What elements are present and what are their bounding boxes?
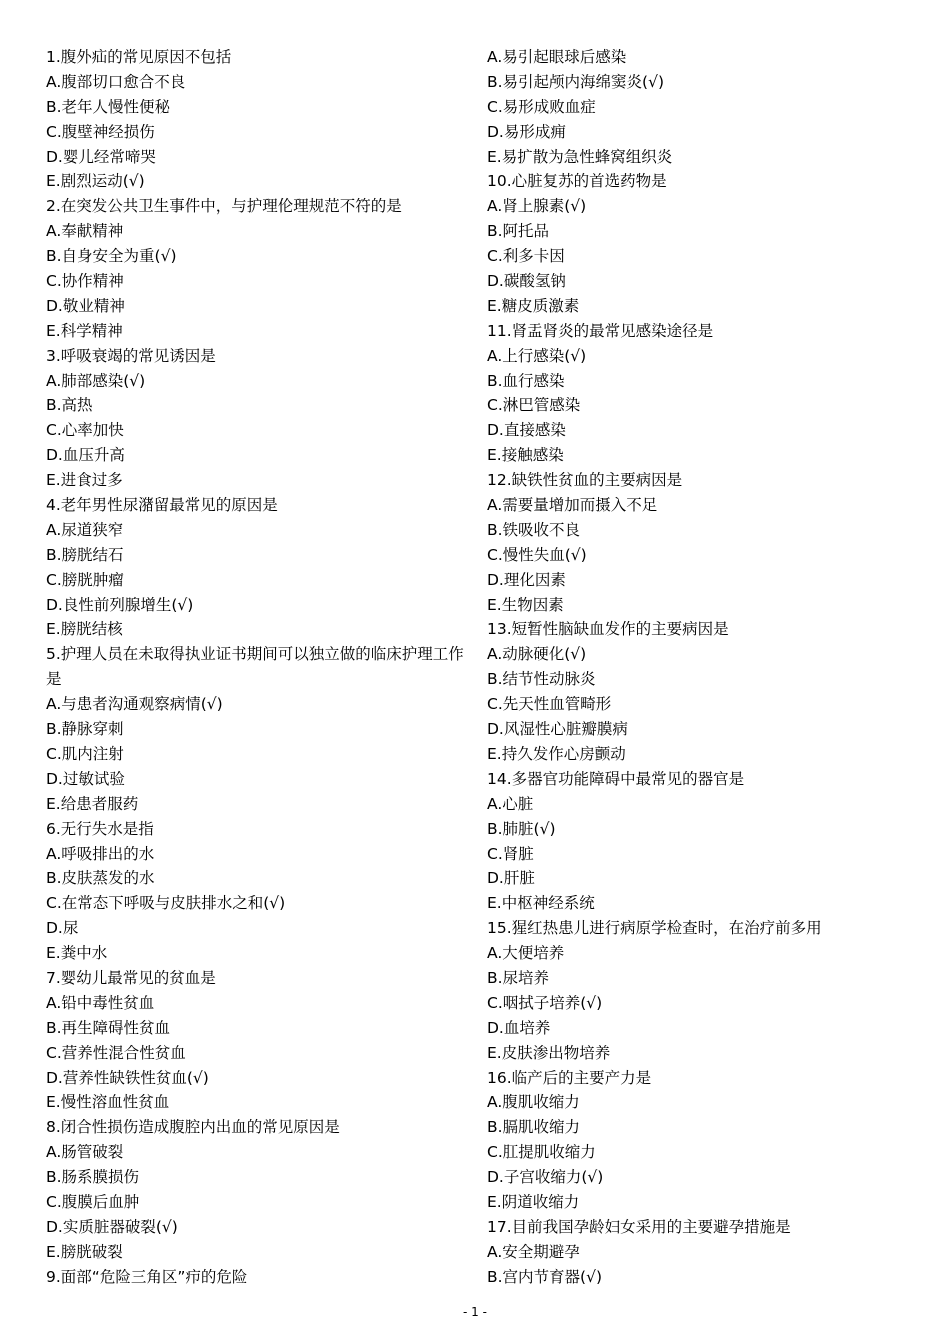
answer-option: D.子宫收缩力(√) [487, 1168, 604, 1187]
answer-option: A.腹肌收缩力 [487, 1093, 580, 1112]
question-text: 4.老年男性尿潴留最常见的原因是 [46, 496, 278, 515]
answer-option: A.奉献精神 [46, 222, 124, 241]
answer-option: B.再生障碍性贫血 [46, 1018, 171, 1037]
answer-option: E.膀胱破裂 [46, 1242, 123, 1261]
page-number: - 1 - [463, 1305, 487, 1319]
question-text: 8.闭合性损伤造成腹腔内出血的常见原因是 [46, 1118, 340, 1137]
answer-option: B.肠系膜损伤 [46, 1168, 140, 1187]
answer-option: C.易形成败血症 [487, 97, 596, 116]
question-text: 13.短暂性脑缺血发作的主要病因是 [487, 620, 729, 639]
answer-option: E.科学精神 [46, 321, 123, 340]
answer-option: E.进食过多 [46, 471, 123, 490]
answer-option: A.动脉硬化(√) [487, 645, 587, 664]
answer-option: A.心脏 [487, 794, 534, 813]
answer-option: C.先天性血管畸形 [487, 695, 612, 714]
left-column [46, 45, 466, 1290]
answer-option: D.过敏试验 [46, 769, 125, 788]
answer-option: E.慢性溶血性贫血 [46, 1093, 170, 1112]
question-text: 14.多器官功能障碍中最常见的器官是 [487, 769, 745, 788]
answer-option: D.尿 [46, 919, 79, 938]
answer-option: D.敬业精神 [46, 296, 125, 315]
answer-option: B.老年人慢性便秘 [46, 97, 171, 116]
answer-option: C.肛提肌收缩力 [487, 1143, 596, 1162]
answer-option: C.肌内注射 [46, 744, 124, 763]
answer-option: B.尿培养 [487, 968, 550, 987]
answer-option: B.血行感染 [487, 371, 565, 390]
question-text: 5.护理人员在未取得执业证书期间可以独立做的临床护理工作是 [46, 645, 464, 689]
answer-option: E.易扩散为急性蜂窝组织炎 [487, 147, 673, 166]
answer-option: D.良性前列腺增生(√) [46, 595, 194, 614]
answer-option: D.肝脏 [487, 869, 535, 888]
answer-option: E.给患者服药 [46, 794, 139, 813]
answer-option: D.直接感染 [487, 421, 566, 440]
answer-option: A.上行感染(√) [487, 346, 587, 365]
answer-option: C.咽拭子培养(√) [487, 993, 603, 1012]
question-text: 16.临产后的主要产力是 [487, 1068, 652, 1087]
answer-option: D.婴儿经常啼哭 [46, 147, 156, 166]
answer-option: A.肠管破裂 [46, 1143, 124, 1162]
answer-option: B.肺脏(√) [487, 819, 556, 838]
answer-option: D.风湿性心脏瓣膜病 [487, 720, 628, 739]
answer-option: C.淋巴管感染 [487, 396, 581, 415]
answer-option: B.膈肌收缩力 [487, 1118, 581, 1137]
answer-option: E.持久发作心房颤动 [487, 744, 626, 763]
question-text: 12.缺铁性贫血的主要病因是 [487, 471, 683, 490]
right-column [487, 45, 907, 1290]
answer-option: E.阴道收缩力 [487, 1192, 580, 1211]
question-text: 2.在突发公共卫生事件中，与护理伦理规范不符的是 [46, 197, 402, 216]
answer-option: B.阿托品 [487, 222, 550, 241]
answer-option: E.糖皮质激素 [487, 296, 580, 315]
answer-option: B.宫内节育器(√) [487, 1267, 603, 1286]
answer-option: E.接触感染 [487, 446, 564, 465]
question-text: 1.腹外疝的常见原因不包括 [46, 48, 232, 66]
answer-option: A.肾上腺素(√) [487, 197, 587, 216]
answer-option: C.心率加快 [46, 421, 124, 440]
answer-option: B.皮肤蒸发的水 [46, 869, 155, 888]
answer-option: C.营养性混合性贫血 [46, 1043, 186, 1062]
answer-option: B.静脉穿刺 [46, 720, 124, 739]
question-text: 17.目前我国孕龄妇女采用的主要避孕措施是 [487, 1217, 791, 1236]
answer-option: B.易引起颅内海绵窦炎(√) [487, 72, 665, 91]
answer-option: C.腹壁神经损伤 [46, 122, 155, 141]
answer-option: A.尿道狭窄 [46, 520, 124, 539]
answer-option: B.自身安全为重(√) [46, 247, 177, 266]
answer-option: D.实质脏器破裂(√) [46, 1217, 178, 1236]
answer-option: E.膀胱结核 [46, 620, 123, 639]
answer-option: C.慢性失血(√) [487, 545, 587, 564]
answer-option: C.腹膜后血肿 [46, 1193, 140, 1211]
question-text: 7.婴幼儿最常见的贫血是 [46, 968, 216, 987]
answer-option: A.大便培养 [487, 944, 565, 963]
question-text: 11.肾盂肾炎的最常见感染途径是 [487, 321, 714, 340]
answer-option: B.高热 [46, 396, 93, 415]
answer-option: E.剧烈运动(√) [46, 172, 145, 191]
answer-option: A.与患者沟通观察病情(√) [46, 695, 223, 714]
answer-option: D.碳酸氢钠 [487, 272, 566, 291]
answer-option: D.血压升高 [46, 446, 125, 465]
answer-option: E.生物因素 [487, 595, 564, 614]
question-text: 15.猩红热患儿进行病原学检查时，在治疗前多用 [487, 919, 822, 938]
answer-option: D.理化因素 [487, 570, 566, 589]
answer-option: C.肾脏 [487, 844, 534, 863]
answer-option: A.腹部切口愈合不良 [46, 72, 186, 91]
answer-option: A.安全期避孕 [487, 1242, 580, 1261]
question-text: 9.面部“危险三角区”疖的危险 [46, 1267, 248, 1286]
answer-option: D.易形成痈 [487, 122, 566, 141]
answer-option: C.膀胱肿瘤 [46, 570, 124, 589]
answer-option: B.结节性动脉炎 [487, 670, 596, 689]
answer-option: C.在常态下呼吸与皮肤排水之和(√) [46, 894, 286, 913]
answer-option: A.需要量增加而摄入不足 [487, 496, 658, 515]
answer-option: D.营养性缺铁性贫血(√) [46, 1068, 209, 1087]
answer-option: A.肺部感染(√) [46, 371, 146, 390]
question-text: 3.呼吸衰竭的常见诱因是 [46, 346, 216, 365]
answer-option: E.中枢神经系统 [487, 894, 595, 913]
answer-option: C.协作精神 [46, 272, 124, 291]
answer-option: B.膀胱结石 [46, 545, 124, 564]
answer-option: B.铁吸收不良 [487, 520, 581, 539]
answer-option: A.呼吸排出的水 [46, 844, 155, 863]
answer-option: E.皮肤渗出物培养 [487, 1043, 611, 1062]
answer-option: E.粪中水 [46, 944, 108, 963]
answer-option: D.血培养 [487, 1018, 551, 1037]
answer-option: C.利多卡因 [487, 247, 565, 266]
answer-option: A.易引起眼球后感染 [487, 48, 627, 66]
question-text: 6.无行失水是指 [46, 819, 154, 838]
answer-option: A.铅中毒性贫血 [46, 993, 155, 1012]
question-text: 10.心脏复苏的首选药物是 [487, 172, 667, 191]
